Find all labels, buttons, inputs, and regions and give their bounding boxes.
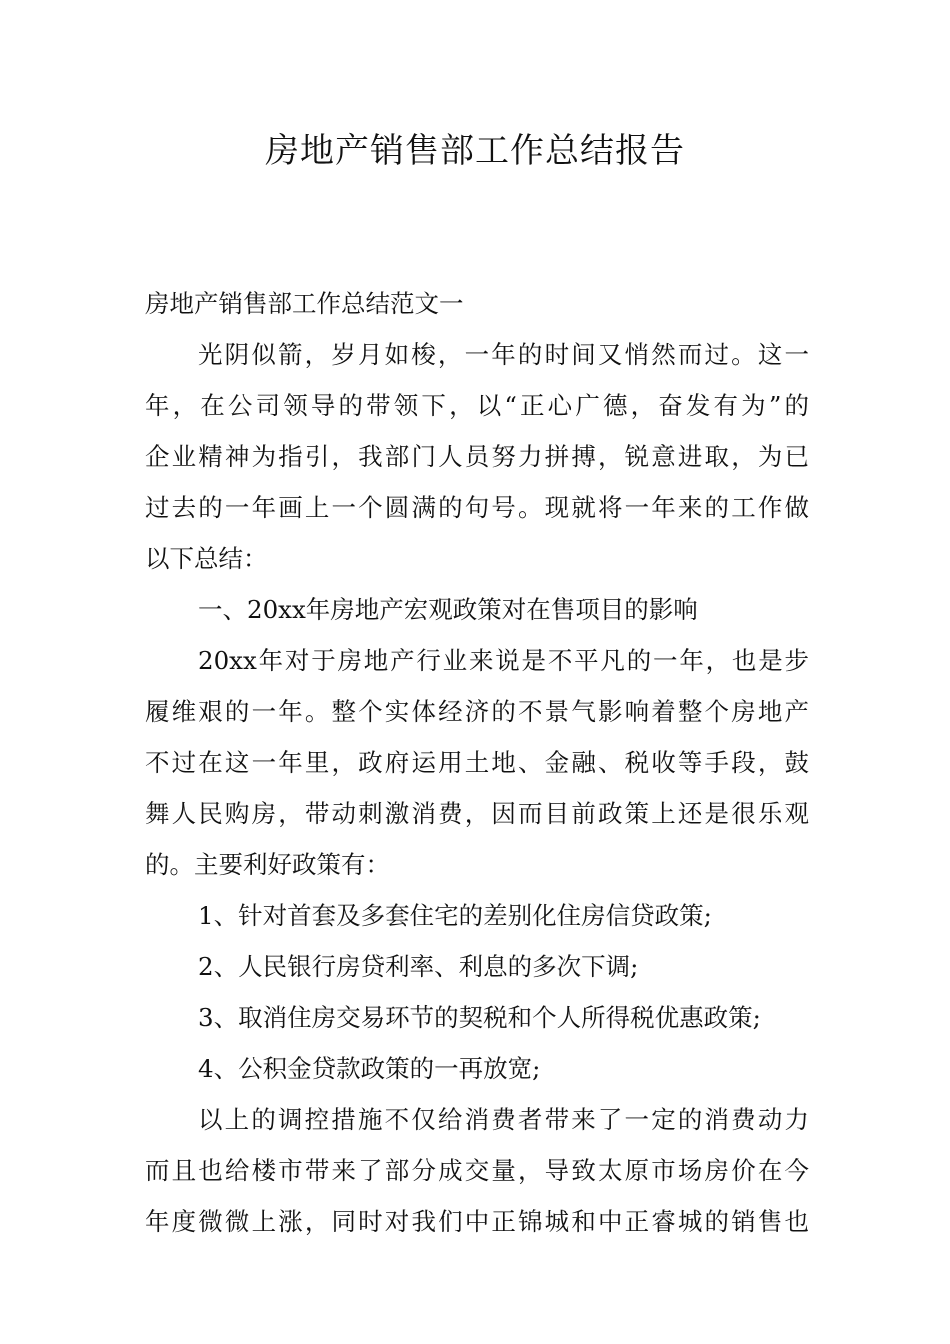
- paragraph-line: 履维艰的一年。整个实体经济的不景气影响着整个房地产: [145, 697, 809, 726]
- paragraph-line: 的。主要利好政策有：: [145, 850, 390, 879]
- paragraph-line: 以上的调控措施不仅给消费者带来了一定的消费动力: [198, 1105, 809, 1134]
- document-body: [145, 278, 809, 1247]
- list-item: 2、人民银行房贷利率、利息的多次下调;: [198, 952, 639, 981]
- list-item: 4、公积金贷款政策的一再放宽;: [198, 1054, 541, 1083]
- paragraph-line: 以下总结：: [145, 544, 268, 573]
- document-subtitle: 房地产销售部工作总结范文一: [145, 289, 464, 318]
- paragraph-line: 舞人民购房，带动刺激消费，因而目前政策上还是很乐观: [145, 799, 809, 828]
- document-title: 房地产销售部工作总结报告: [265, 131, 685, 171]
- paragraph-line: 过去的一年画上一个圆满的句号。现就将一年来的工作做: [145, 493, 809, 522]
- paragraph-line: 而且也给楼市带来了部分成交量，导致太原市场房价在今: [145, 1156, 809, 1185]
- paragraph-line: 光阴似箭，岁月如梭，一年的时间又悄然而过。这一: [198, 340, 809, 369]
- paragraph-line: 不过在这一年里，政府运用土地、金融、税收等手段，鼓: [145, 748, 809, 777]
- paragraph-line: 年度微微上涨，同时对我们中正锦城和中正睿城的销售也: [145, 1207, 809, 1236]
- paragraph-line: 企业精神为指引，我部门人员努力拼搏，锐意进取，为已: [145, 442, 809, 471]
- paragraph-line: 年，在公司领导的带领下，以“正心广德，奋发有为”的: [145, 391, 809, 420]
- section-heading: 一、20xx年房地产宏观政策对在售项目的影响: [198, 595, 698, 624]
- paragraph-line: 20xx年对于房地产行业来说是不平凡的一年，也是步: [198, 646, 809, 675]
- list-item: 3、取消住房交易环节的契税和个人所得税优惠政策;: [198, 1003, 761, 1032]
- list-item: 1、针对首套及多套住宅的差别化住房信贷政策;: [198, 901, 712, 930]
